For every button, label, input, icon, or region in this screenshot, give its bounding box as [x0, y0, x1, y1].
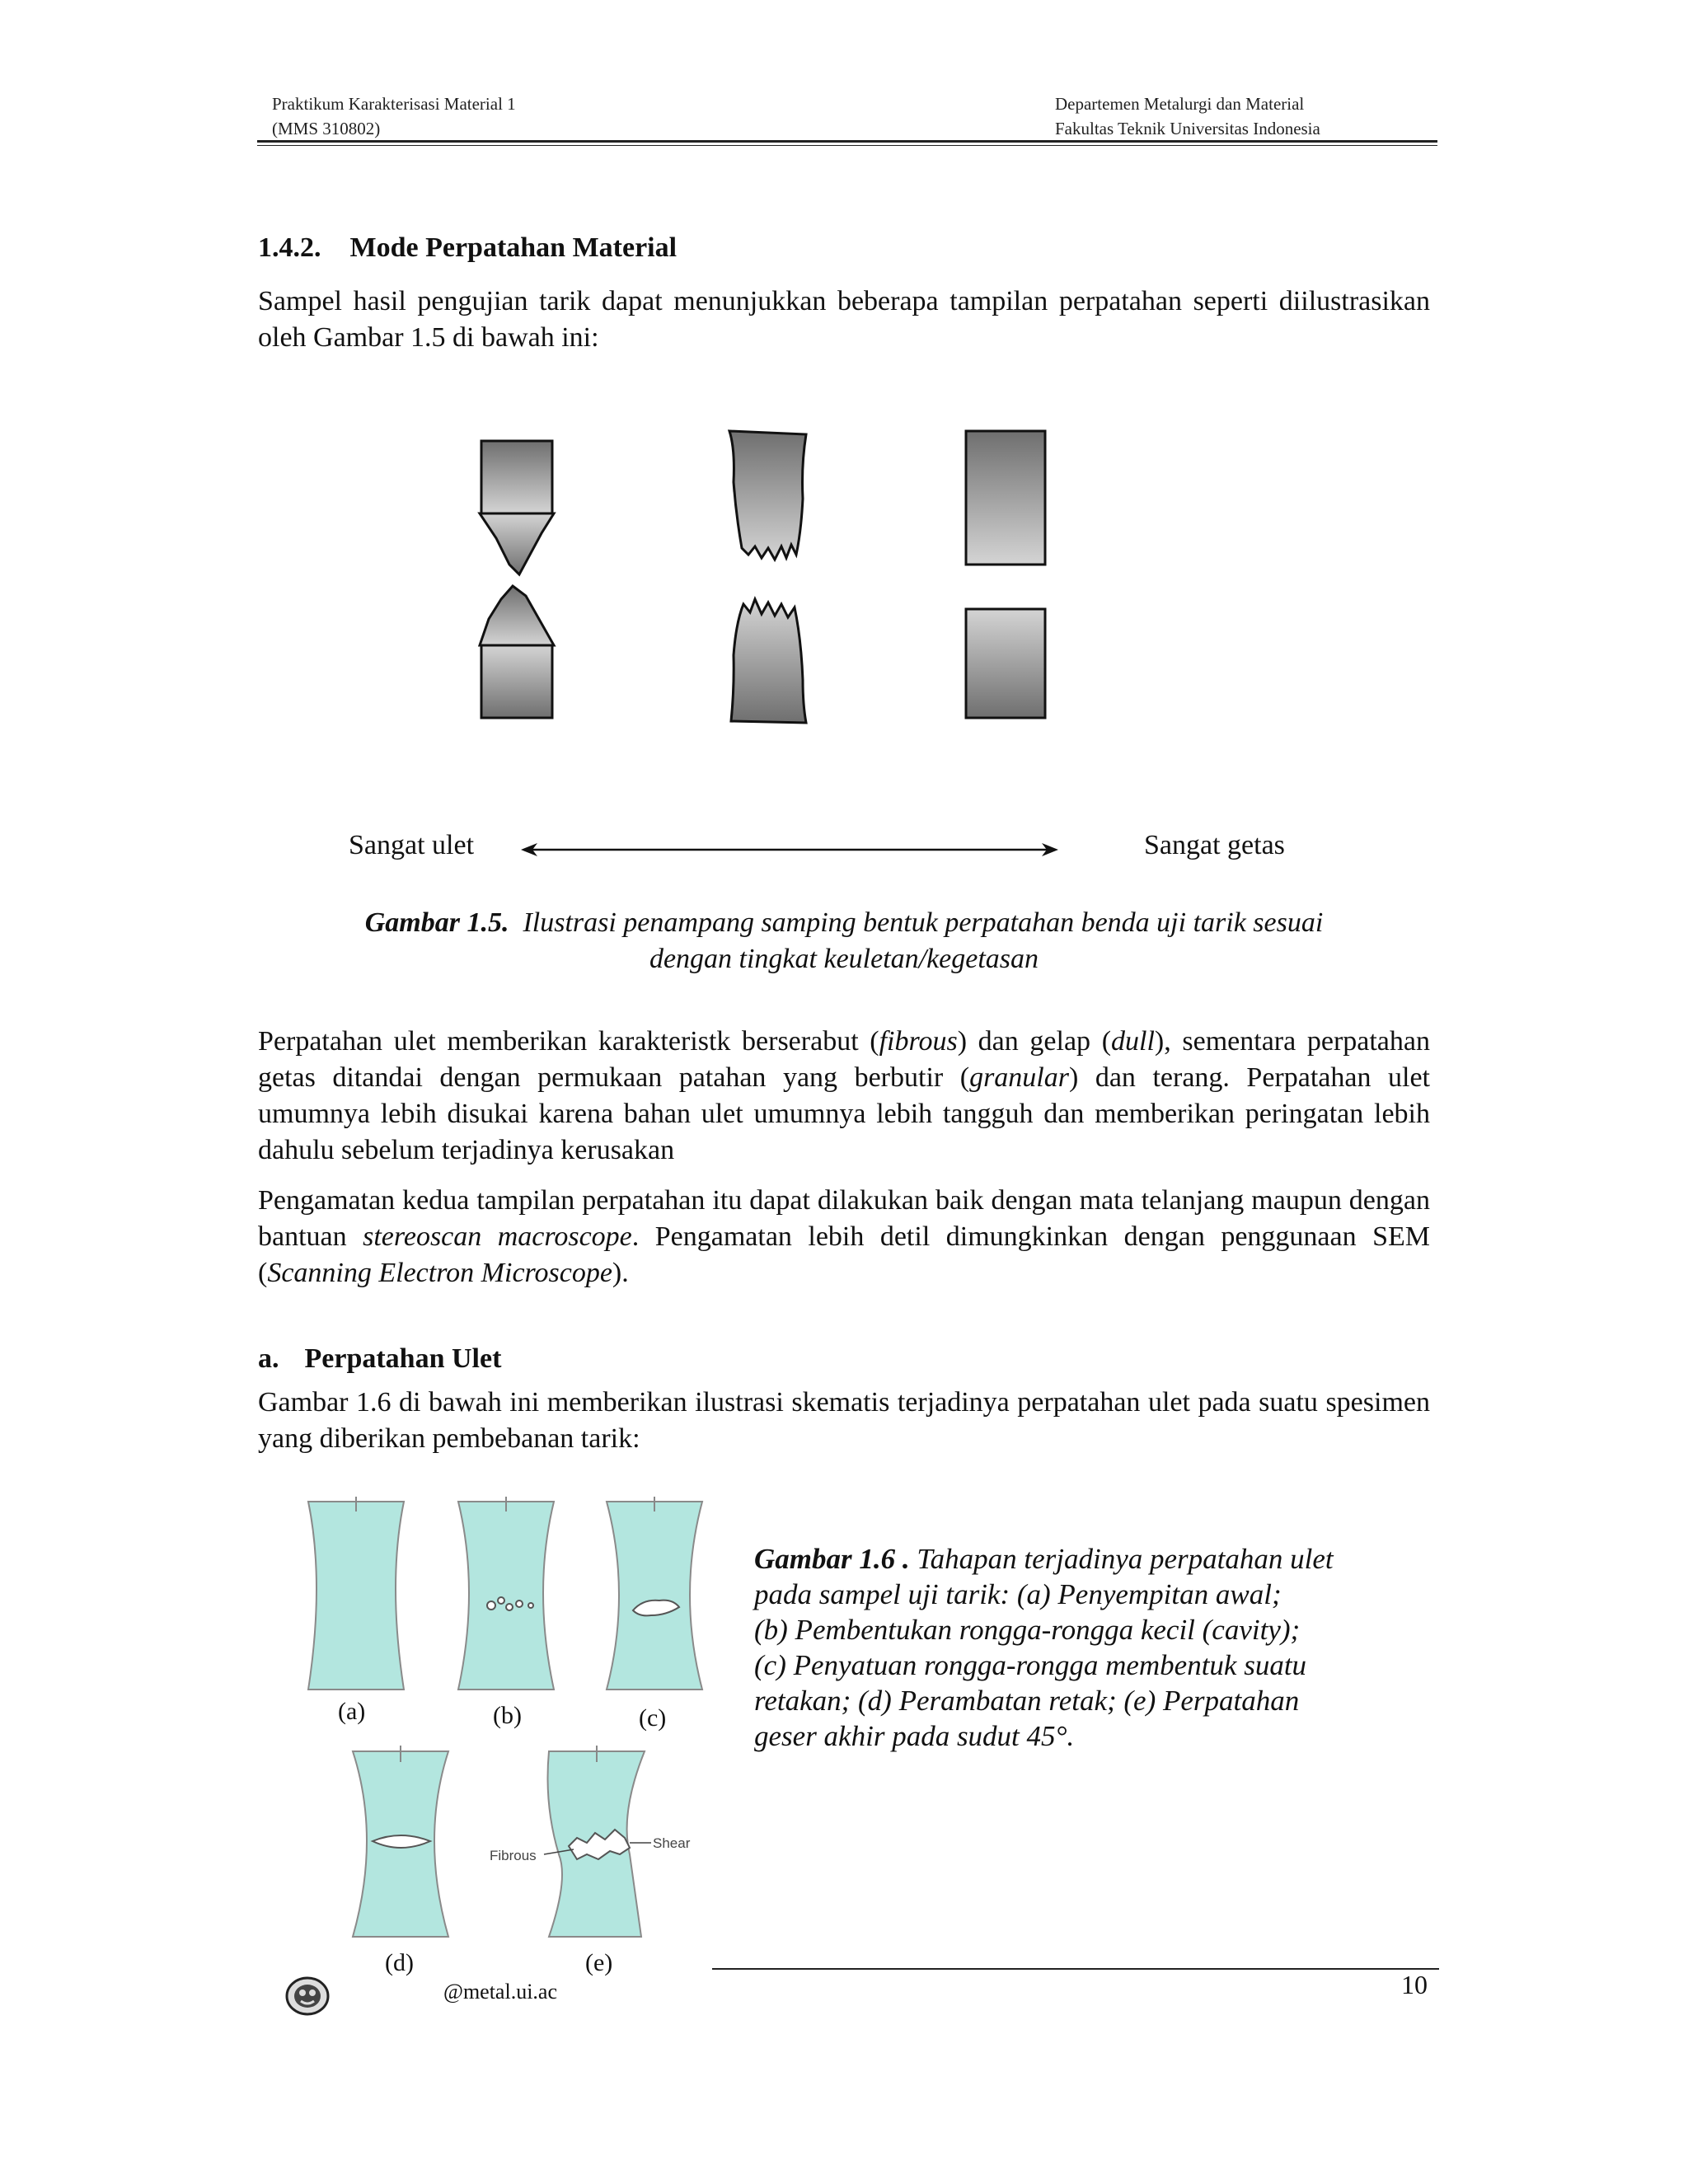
- figure-1-6-label-c: (c): [639, 1704, 667, 1732]
- header-right-line2: Fakultas Teknik Universitas Indonesia: [1055, 119, 1320, 138]
- section-heading: [258, 232, 677, 264]
- specimen-brittle: [966, 431, 1045, 718]
- figure-1-6-caption-label: Gambar 1.6 .: [754, 1543, 910, 1575]
- figure-1-6-label-e: (e): [585, 1949, 613, 1976]
- figure-1-6-caption-line3: (b) Pembentukan rongga-rongga kecil (cavity);: [754, 1614, 1301, 1646]
- footer-rule: [712, 1968, 1439, 1970]
- label-sangat-ulet: Sangat ulet: [349, 830, 475, 860]
- fibrous-label: Fibrous: [490, 1848, 537, 1863]
- figure-1-5-caption-line2: dengan tingkat keuletan/kegetasan: [649, 944, 1039, 974]
- para1-italic-fibrous: fibrous: [879, 1026, 958, 1057]
- figure-1-6-label-b: (b): [493, 1702, 522, 1729]
- para2-text-3: ).: [612, 1258, 629, 1288]
- para1-italic-granular: granular: [969, 1062, 1069, 1093]
- figure-1-6-label-a: (a): [338, 1698, 366, 1725]
- specimen-intermediate: [729, 431, 806, 723]
- double-arrow-ductility-scale: [519, 837, 1060, 862]
- footer-email: @metal.ui.ac: [443, 1980, 557, 2004]
- label-sangat-getas: Sangat getas: [1144, 830, 1285, 860]
- section-intro: Sampel hasil pengujian tarik dapat menunjukkan beberapa tampilan perpatahan seperti diilustrasikan oleh Gambar 1.5 di bawah ini:: [258, 286, 1430, 353]
- para2-text-1: Pengamatan kedua tampilan perpatahan itu dapat dilakukan baik dengan mata telanjang maupun dengan bantuan: [258, 1185, 1430, 1252]
- figure-1-5-caption-label: Gambar 1.5.: [364, 907, 509, 938]
- figure-1-5-caption: [247, 905, 1441, 977]
- paragraph-observation: [258, 1183, 1430, 1291]
- figure-1-6-caption-line1: Tahapan terjadinya perpatahan ulet: [909, 1543, 1334, 1575]
- subsection-title: Perpatahan Ulet: [304, 1343, 502, 1374]
- para2-italic-sem: Scanning Electron Microscope: [267, 1258, 612, 1288]
- para2-text-2: . Pengamatan lebih detil dimungkinkan dengan penggunaan SEM (: [258, 1221, 1430, 1288]
- figure-1-6-caption-line5: retakan; (d) Perambatan retak; (e) Perpatahan: [754, 1685, 1300, 1717]
- para1-text-4: ) dan terang. Perpatahan ulet umumnya lebih disukai karena bahan ulet umumnya lebih tangguh dan memberikan peringatan lebih dahulu sebelum terjadinya kerusakan: [258, 1062, 1430, 1165]
- subsection-letter: a.: [258, 1343, 279, 1374]
- header-right-line1: Departemen Metalurgi dan Material: [1055, 94, 1305, 114]
- figure-1-6-caption-line4: (c) Penyatuan rongga-rongga membentuk suatu: [754, 1649, 1307, 1681]
- specimen-stage-a: [308, 1502, 404, 1690]
- paragraph-fracture-characteristics: [258, 1024, 1430, 1169]
- header-left-line2: (MMS 310802): [272, 119, 381, 138]
- figure-1-6-caption-line6: geser akhir pada sudut 45°.: [754, 1720, 1075, 1752]
- header-rule-thick: [257, 140, 1437, 143]
- para2-italic-stereoscan: stereoscan macroscope: [363, 1221, 632, 1252]
- para1-text-2: ) dan gelap (: [957, 1026, 1112, 1057]
- para1-text-1: Perpatahan ulet memberikan karakteristk berserabut (: [258, 1026, 879, 1057]
- section-number: 1.4.2.: [258, 232, 321, 263]
- subsection-intro: Gambar 1.6 di bawah ini memberikan ilustrasi skematis terjadinya perpatahan ulet pada suatu spesimen yang diberikan pembebanan tarik:: [258, 1387, 1430, 1454]
- specimen-stage-c: [607, 1502, 702, 1690]
- header-left-line1: Praktikum Karakterisasi Material 1: [272, 94, 516, 114]
- figure-1-5-caption-line1: Ilustrasi penampang samping bentuk perpatahan benda uji tarik sesuai: [523, 907, 1324, 938]
- specimen-stage-b: [458, 1502, 554, 1690]
- section-title: Mode Perpatahan Material: [349, 232, 678, 263]
- subsection-heading: [258, 1343, 501, 1375]
- university-logo-icon: [284, 1975, 331, 2018]
- para1-text-3: ), sementara perpatahan getas ditandai dengan permukaan patahan yang berbutir (: [258, 1026, 1430, 1093]
- shear-label: Shear: [653, 1835, 691, 1851]
- header-rule-thin: [257, 145, 1437, 146]
- para1-italic-dull: dull: [1111, 1026, 1155, 1057]
- figure-1-5-illustration: [462, 416, 1071, 738]
- page-number: 10: [1401, 1970, 1428, 1999]
- specimen-ductile: [480, 441, 554, 718]
- figure-1-6-label-d: (d): [385, 1949, 414, 1976]
- figure-1-6-caption-line2: pada sampel uji tarik: (a) Penyempitan awal;: [754, 1578, 1282, 1610]
- figure-1-6-caption: [754, 1541, 1430, 1754]
